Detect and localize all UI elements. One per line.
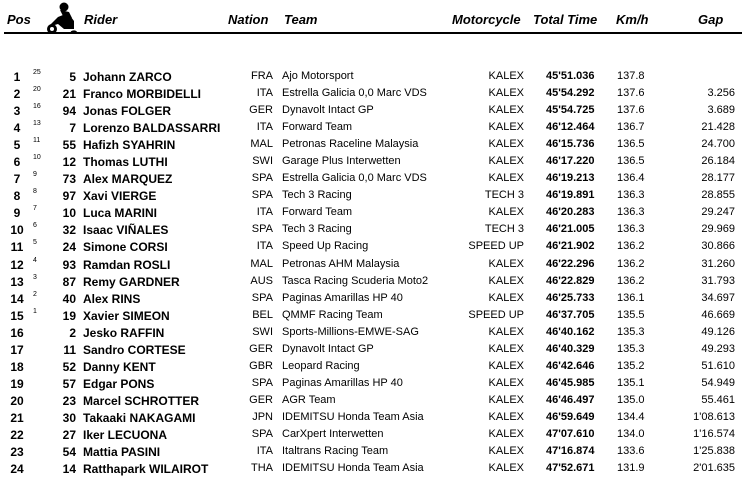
motorcycle-cell: KALEX — [488, 291, 524, 304]
points-cell: 6 — [33, 222, 37, 230]
rider-cell: Johann ZARCO — [83, 70, 172, 84]
table-row — [0, 69, 745, 86]
number-cell: 55 — [62, 138, 76, 153]
rider-cell: Mattia PASINI — [83, 445, 161, 460]
total-time-cell: 47'16.874 — [546, 445, 595, 458]
pos-cell: 5 — [13, 138, 21, 153]
rider-cell: Thomas LUTHI — [83, 155, 168, 170]
team-cell: Leopard Racing — [282, 359, 360, 372]
total-time-cell: 46'22.829 — [546, 274, 595, 287]
motorcycle-cell: TECH 3 — [484, 223, 524, 236]
number-cell: 32 — [62, 223, 76, 238]
pos-cell: 14 — [10, 291, 24, 306]
gap-cell: 55.461 — [701, 393, 735, 406]
nation-cell: MAL — [250, 138, 273, 151]
number-cell: 2 — [69, 325, 76, 340]
pos-cell: 9 — [13, 206, 21, 221]
nation-cell: FRA — [251, 70, 273, 82]
pos-cell: 3 — [13, 104, 21, 119]
points-cell: 8 — [33, 188, 37, 196]
motorcycle-cell: KALEX — [488, 376, 524, 389]
team-cell: Tech 3 Racing — [282, 223, 352, 236]
points-cell: 16 — [33, 103, 41, 111]
motorcycle-cell: TECH 3 — [484, 189, 524, 202]
team-cell: Forward Team — [282, 121, 353, 134]
rider-cell: Xavi VIERGE — [83, 189, 157, 204]
speed-cell: 136.7 — [617, 121, 645, 134]
pos-cell: 4 — [13, 121, 21, 136]
total-time-cell: 46'45.985 — [546, 376, 595, 389]
points-cell: 25 — [33, 69, 41, 76]
speed-cell: 136.4 — [617, 172, 645, 185]
table-row — [0, 257, 745, 274]
motorcycle-cell: KALEX — [488, 410, 524, 423]
speed-cell: 137.8 — [617, 70, 645, 82]
pos-cell: 22 — [10, 427, 24, 442]
motorcycle-cell: SPEED UP — [468, 240, 524, 253]
table-row — [0, 239, 745, 256]
speed-cell: 137.6 — [617, 104, 645, 117]
pos-cell: 2 — [13, 87, 21, 102]
number-cell: 40 — [62, 291, 76, 306]
pos-cell: 7 — [13, 172, 21, 187]
points-cell: 11 — [33, 137, 41, 145]
motorcycle-cell: KALEX — [488, 445, 524, 458]
number-cell: 21 — [62, 87, 76, 102]
total-time-cell: 46'40.329 — [546, 342, 595, 355]
gap-cell: 2'01.635 — [693, 462, 735, 475]
total-time-cell: 46'25.733 — [546, 291, 595, 304]
table-row — [0, 103, 745, 120]
gap-cell: 28.177 — [701, 172, 735, 185]
table-row — [0, 393, 745, 410]
nation-cell: MAL — [250, 257, 273, 270]
rider-cell: Xavier SIMEON — [83, 308, 170, 323]
motorcycle-cell: KALEX — [488, 121, 524, 134]
header-rule — [4, 32, 742, 34]
rider-cell: Simone CORSI — [83, 240, 168, 255]
table-row — [0, 342, 745, 359]
total-time-cell: 46'19.891 — [546, 189, 595, 202]
speed-cell: 136.5 — [617, 138, 645, 151]
pos-cell: 1 — [13, 70, 21, 84]
speed-cell: 135.1 — [617, 376, 645, 389]
nation-cell: ITA — [256, 445, 273, 458]
nation-cell: SWI — [252, 325, 273, 338]
nation-cell: AUS — [250, 274, 273, 287]
header-total-time: Total Time — [533, 12, 598, 27]
nation-cell: ITA — [256, 206, 273, 219]
table-row — [0, 205, 745, 222]
rider-cell: Jonas FOLGER — [83, 104, 172, 119]
total-time-cell: 47'07.610 — [546, 427, 595, 440]
gap-cell: 30.866 — [701, 240, 735, 253]
pos-cell: 11 — [10, 240, 24, 255]
speed-cell: 136.2 — [617, 240, 645, 253]
team-cell: Petronas AHM Malaysia — [282, 257, 400, 270]
team-cell: Petronas Raceline Malaysia — [282, 138, 419, 151]
header-motorcycle: Motorcycle — [452, 12, 521, 27]
pos-cell: 12 — [10, 257, 24, 272]
speed-cell: 133.6 — [617, 445, 645, 458]
team-cell: AGR Team — [282, 393, 336, 406]
gap-cell: 1'08.613 — [693, 410, 735, 423]
rider-cell: Remy GARDNER — [83, 274, 180, 289]
table-row — [0, 222, 745, 239]
gap-cell: 29.969 — [701, 223, 735, 236]
motorcycle-cell: KALEX — [488, 172, 524, 185]
number-cell: 93 — [62, 257, 76, 272]
motorcycle-cell: KALEX — [488, 359, 524, 372]
nation-cell: ITA — [256, 121, 273, 134]
number-cell: 54 — [62, 445, 76, 460]
header-kmh: Km/h — [616, 12, 649, 27]
team-cell: Tech 3 Racing — [282, 189, 352, 202]
number-cell: 30 — [62, 410, 76, 425]
total-time-cell: 46'59.649 — [546, 410, 595, 423]
table-row — [0, 274, 745, 291]
gap-cell: 51.610 — [701, 359, 735, 372]
nation-cell: SPA — [251, 189, 273, 202]
pos-cell: 16 — [10, 325, 24, 340]
table-row — [0, 376, 745, 393]
points-cell: 9 — [33, 171, 37, 179]
speed-cell: 136.5 — [617, 155, 645, 168]
nation-cell: GBR — [249, 359, 273, 372]
total-time-cell: 46'20.283 — [546, 206, 595, 219]
team-cell: Italtrans Racing Team — [282, 445, 389, 458]
speed-cell: 136.2 — [617, 257, 645, 270]
nation-cell: THA — [251, 462, 273, 475]
motorcycle-cell: KALEX — [488, 427, 524, 440]
rider-cell: Hafizh SYAHRIN — [83, 138, 176, 153]
speed-cell: 135.0 — [617, 393, 645, 406]
team-cell: Tasca Racing Scuderia Moto2 — [282, 274, 429, 287]
pos-cell: 23 — [10, 445, 24, 460]
rider-cell: Ratthapark WILAIROT — [83, 462, 209, 477]
table-row — [0, 188, 745, 205]
total-time-cell: 46'22.296 — [546, 257, 595, 270]
nation-cell: ITA — [256, 240, 273, 253]
gap-cell: 28.855 — [701, 189, 735, 202]
gap-cell: 49.293 — [701, 342, 735, 355]
rider-cell: Luca MARINI — [83, 206, 158, 221]
total-time-cell: 46'17.220 — [546, 155, 595, 168]
nation-cell: GER — [249, 393, 273, 406]
motorcycle-cell: KALEX — [488, 138, 524, 151]
motorcycle-cell: KALEX — [488, 393, 524, 406]
team-cell: Estrella Galicia 0,0 Marc VDS — [282, 172, 427, 185]
number-cell: 52 — [62, 359, 76, 374]
rider-cell: Ramdan ROSLI — [83, 257, 171, 272]
gap-cell: 31.260 — [701, 257, 735, 270]
table-row — [0, 120, 745, 137]
number-cell: 87 — [62, 274, 76, 289]
number-cell: 7 — [69, 121, 76, 136]
speed-cell: 136.1 — [617, 291, 645, 304]
rider-cell: Edgar PONS — [83, 376, 155, 391]
motorcycle-cell: SPEED UP — [468, 308, 524, 321]
motorcycle-rider-icon — [44, 0, 80, 36]
motorcycle-cell: KALEX — [488, 155, 524, 168]
team-cell: Dynavolt Intact GP — [282, 104, 374, 117]
gap-cell: 31.793 — [701, 274, 735, 287]
team-cell: Dynavolt Intact GP — [282, 342, 374, 355]
nation-cell: SPA — [251, 172, 273, 185]
header-nation: Nation — [228, 12, 269, 27]
header-pos: Pos — [7, 12, 31, 27]
points-cell: 10 — [33, 154, 41, 162]
team-cell: Forward Team — [282, 206, 353, 219]
nation-cell: SWI — [252, 155, 273, 168]
gap-cell: 29.247 — [701, 206, 735, 219]
points-cell: 2 — [33, 290, 37, 298]
rider-cell: Isaac VIÑALES — [83, 223, 169, 238]
number-cell: 5 — [69, 70, 76, 84]
motorcycle-cell: KALEX — [488, 462, 524, 475]
gap-cell: 34.697 — [701, 291, 735, 304]
table-row — [0, 308, 745, 325]
table-row — [0, 86, 745, 103]
table-row — [0, 444, 745, 461]
rider-cell: Alex MARQUEZ — [83, 172, 173, 187]
pos-cell: 8 — [13, 189, 21, 204]
rider-cell: Alex RINS — [83, 291, 141, 306]
team-cell: IDEMITSU Honda Team Asia — [282, 410, 424, 423]
team-cell: CarXpert Interwetten — [282, 427, 384, 440]
nation-cell: BEL — [252, 308, 273, 321]
total-time-cell: 46'12.464 — [546, 121, 595, 134]
motorcycle-cell: KALEX — [488, 104, 524, 117]
pos-cell: 10 — [10, 223, 24, 238]
gap-cell: 1'16.574 — [693, 427, 735, 440]
rider-cell: Franco MORBIDELLI — [83, 87, 202, 102]
team-cell: Paginas Amarillas HP 40 — [282, 376, 403, 389]
number-cell: 73 — [62, 172, 76, 187]
motorcycle-cell: KALEX — [488, 257, 524, 270]
team-cell: IDEMITSU Honda Team Asia — [282, 462, 424, 475]
points-cell: 20 — [33, 86, 41, 94]
number-cell: 97 — [62, 189, 76, 204]
table-row — [0, 427, 745, 444]
number-cell: 14 — [62, 462, 76, 477]
motorcycle-cell: KALEX — [488, 206, 524, 219]
nation-cell: SPA — [251, 376, 273, 389]
total-time-cell: 45'54.292 — [546, 87, 595, 100]
motorcycle-cell: KALEX — [488, 87, 524, 100]
speed-cell: 135.3 — [617, 342, 645, 355]
total-time-cell: 47'52.671 — [546, 462, 595, 475]
gap-cell: 3.689 — [707, 104, 735, 117]
speed-cell: 134.0 — [617, 427, 645, 440]
results-rows — [0, 69, 745, 478]
nation-cell: JPN — [252, 410, 273, 423]
pos-cell: 6 — [13, 155, 21, 170]
motorcycle-cell: KALEX — [488, 274, 524, 287]
nation-cell: GER — [249, 104, 273, 117]
team-cell: Estrella Galicia 0,0 Marc VDS — [282, 87, 427, 100]
table-row — [0, 359, 745, 376]
points-cell: 13 — [33, 120, 41, 128]
table-row — [0, 461, 745, 478]
table-row — [0, 410, 745, 427]
team-cell: QMMF Racing Team — [282, 308, 383, 321]
speed-cell: 135.5 — [617, 308, 645, 321]
header-gap: Gap — [698, 12, 724, 27]
nation-cell: SPA — [251, 291, 273, 304]
nation-cell: SPA — [251, 223, 273, 236]
total-time-cell: 45'51.036 — [546, 70, 595, 82]
pos-cell: 19 — [10, 376, 24, 391]
motorcycle-cell: KALEX — [488, 70, 524, 82]
speed-cell: 135.3 — [617, 325, 645, 338]
gap-cell: 21.428 — [701, 121, 735, 134]
rider-cell: Jesko RAFFIN — [83, 325, 165, 340]
motorcycle-cell: KALEX — [488, 325, 524, 338]
pos-cell: 24 — [10, 462, 24, 477]
table-row — [0, 171, 745, 188]
speed-cell: 131.9 — [617, 462, 645, 475]
rider-cell: Sandro CORTESE — [83, 342, 186, 357]
number-cell: 94 — [62, 104, 76, 119]
number-cell: 11 — [63, 342, 76, 357]
points-cell: 5 — [33, 239, 37, 247]
table-row — [0, 291, 745, 308]
gap-cell: 49.126 — [701, 325, 735, 338]
number-cell: 19 — [62, 308, 76, 323]
points-cell: 3 — [33, 273, 37, 281]
speed-cell: 134.4 — [617, 410, 645, 423]
total-time-cell: 46'40.162 — [546, 325, 595, 338]
table-row — [0, 137, 745, 154]
number-cell: 12 — [62, 155, 76, 170]
gap-cell: 24.700 — [701, 138, 735, 151]
gap-cell: 26.184 — [701, 155, 735, 168]
table-row — [0, 325, 745, 342]
team-cell: Speed Up Racing — [282, 240, 369, 253]
gap-cell: 1'25.838 — [693, 445, 735, 458]
points-cell: 4 — [33, 256, 37, 264]
nation-cell: GER — [249, 342, 273, 355]
speed-cell: 135.2 — [617, 359, 645, 372]
total-time-cell: 46'19.213 — [546, 172, 595, 185]
total-time-cell: 46'37.705 — [546, 308, 595, 321]
table-row — [0, 154, 745, 171]
number-cell: 10 — [62, 206, 76, 221]
number-cell: 57 — [62, 376, 76, 391]
total-time-cell: 46'46.497 — [546, 393, 595, 406]
team-cell: Ajo Motorsport — [282, 70, 354, 82]
pos-cell: 17 — [10, 342, 24, 357]
speed-cell: 136.3 — [617, 223, 645, 236]
team-cell: Garage Plus Interwetten — [282, 155, 401, 168]
speed-cell: 136.3 — [617, 206, 645, 219]
pos-cell: 21 — [10, 410, 24, 425]
speed-cell: 137.6 — [617, 87, 645, 100]
rider-cell: Danny KENT — [83, 359, 156, 374]
rider-cell: Marcel SCHROTTER — [83, 393, 200, 408]
rider-cell: Lorenzo BALDASSARRI — [83, 121, 221, 136]
total-time-cell: 45'54.725 — [546, 104, 595, 117]
header-rider: Rider — [84, 12, 118, 27]
pos-cell: 13 — [10, 274, 24, 289]
team-cell: Paginas Amarillas HP 40 — [282, 291, 403, 304]
number-cell: 24 — [62, 240, 76, 255]
rider-cell: Takaaki NAKAGAMI — [83, 410, 196, 425]
gap-cell: 46.669 — [701, 308, 735, 321]
points-cell: 7 — [33, 205, 37, 213]
pos-cell: 20 — [10, 393, 24, 408]
total-time-cell: 46'21.005 — [546, 223, 595, 236]
speed-cell: 136.3 — [617, 189, 645, 202]
motorcycle-cell: KALEX — [488, 342, 524, 355]
header-team: Team — [284, 12, 318, 27]
total-time-cell: 46'15.736 — [546, 138, 595, 151]
nation-cell: ITA — [256, 87, 273, 100]
nation-cell: SPA — [251, 427, 273, 440]
number-cell: 27 — [62, 427, 76, 442]
pos-cell: 18 — [10, 359, 24, 374]
pos-cell: 15 — [10, 308, 24, 323]
team-cell: Sports-Millions-EMWE-SAG — [282, 325, 419, 338]
total-time-cell: 46'21.902 — [546, 240, 595, 253]
gap-cell: 54.949 — [701, 376, 735, 389]
gap-cell: 3.256 — [707, 87, 735, 100]
rider-cell: Iker LECUONA — [83, 427, 168, 442]
total-time-cell: 46'42.646 — [546, 359, 595, 372]
points-cell: 1 — [33, 307, 37, 315]
number-cell: 23 — [62, 393, 76, 408]
speed-cell: 136.2 — [617, 274, 645, 287]
